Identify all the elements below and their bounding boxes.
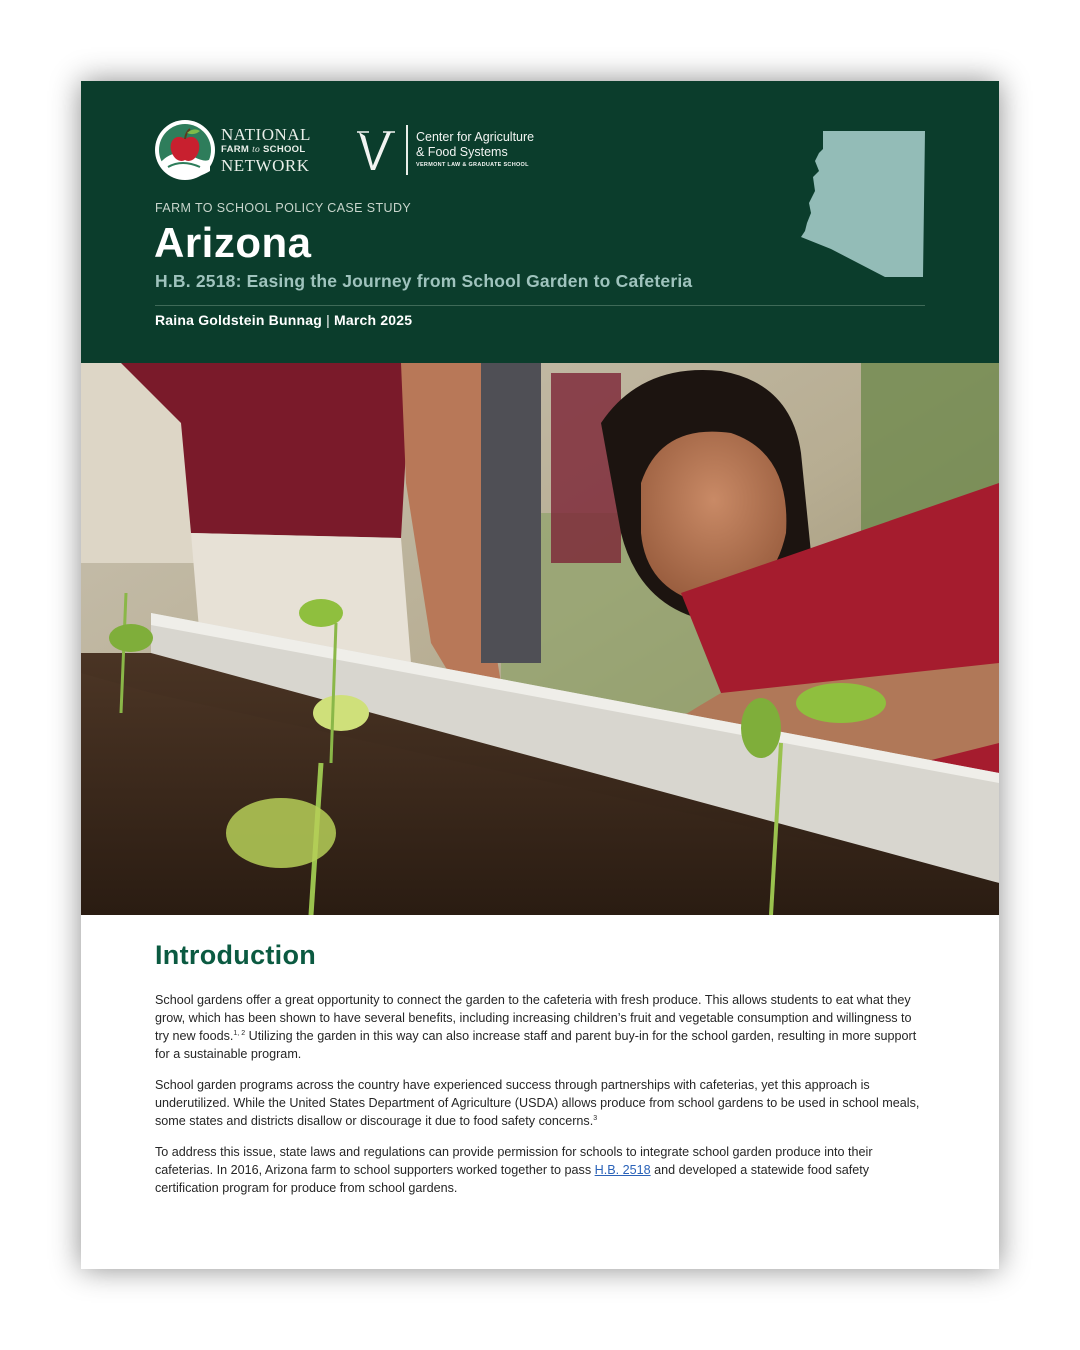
p1-footnote-ref: 1, 2 bbox=[233, 1029, 246, 1037]
byline bbox=[155, 312, 412, 328]
p2-footnote-ref: 3 bbox=[593, 1114, 598, 1122]
cover-header bbox=[81, 81, 999, 363]
intro-paragraph-3 bbox=[155, 1143, 927, 1197]
p3-text: To address this issue, state laws and regulations can provide permission for schools to integrate school garden produce into their cafeterias. In 2016, Arizona farm to school supporters worked together to pass bbox=[155, 1145, 873, 1177]
p1-text-cont: Utilizing the garden in this way can also increase staff and parent buy-in for the school garden, resulting in more support for a sustainable program. bbox=[155, 1029, 917, 1061]
page-subtitle: H.B. 2518: Easing the Journey from School Garden to Cafeteria bbox=[155, 271, 693, 291]
hb-2518-link[interactable]: H.B. 2518 bbox=[594, 1163, 651, 1177]
nfsn-farm: FARM bbox=[221, 144, 250, 155]
cafs-logo-text bbox=[416, 130, 616, 169]
nfsn-line2 bbox=[221, 145, 321, 156]
cafs-line2: & Food Systems bbox=[416, 145, 508, 159]
nfsn-line3: NETWORK bbox=[221, 155, 310, 175]
p1-text: School gardens offer a great opportunity to connect the garden to the cafeteria with fresh produce. This allows students to eat what they grow, which has been shown to have several benefits, including increasing children’s fruit and vegetable consumption and willingness to try new foods. bbox=[155, 993, 912, 1043]
case-study-kicker: FARM TO SCHOOL POLICY CASE STUDY bbox=[155, 201, 412, 215]
nfsn-apple-logo-icon bbox=[154, 119, 216, 181]
author-name: Raina Goldstein Bunnag bbox=[155, 312, 322, 328]
cafs-line1: Center for Agriculture bbox=[416, 130, 535, 144]
introduction-body bbox=[155, 991, 927, 1210]
nfsn-logo-text bbox=[221, 126, 321, 174]
cafs-line3: VERMONT LAW & GRADUATE SCHOOL bbox=[416, 162, 529, 168]
page-title: Arizona bbox=[154, 219, 312, 266]
v-monogram-icon bbox=[357, 126, 399, 174]
p3-text-cont: and developed a statewide food safety certification program for produce from school gardens. bbox=[155, 1163, 870, 1195]
nfsn-to: to bbox=[252, 145, 261, 155]
intro-paragraph-1 bbox=[155, 991, 927, 1063]
intro-paragraph-2 bbox=[155, 1076, 927, 1130]
cafs-divider bbox=[406, 125, 408, 175]
header-divider bbox=[155, 305, 925, 306]
cover-photo bbox=[81, 363, 999, 915]
nfsn-school: SCHOOL bbox=[263, 144, 306, 155]
publication-date: March 2025 bbox=[334, 312, 413, 328]
nfsn-line1: NATIONAL bbox=[221, 125, 311, 144]
byline-separator: | bbox=[326, 312, 330, 328]
arizona-map-icon bbox=[801, 131, 925, 277]
p2-text: School garden programs across the country have experienced success through partnerships with cafeterias, yet this approach is underutilized. While the United States Department of Agriculture (USDA) allows produce from school gardens to be used in school meals, some states and districts disallow or discourage it due to food safety concerns. bbox=[155, 1078, 920, 1128]
introduction-heading: Introduction bbox=[155, 940, 317, 970]
document-page bbox=[81, 81, 999, 1269]
